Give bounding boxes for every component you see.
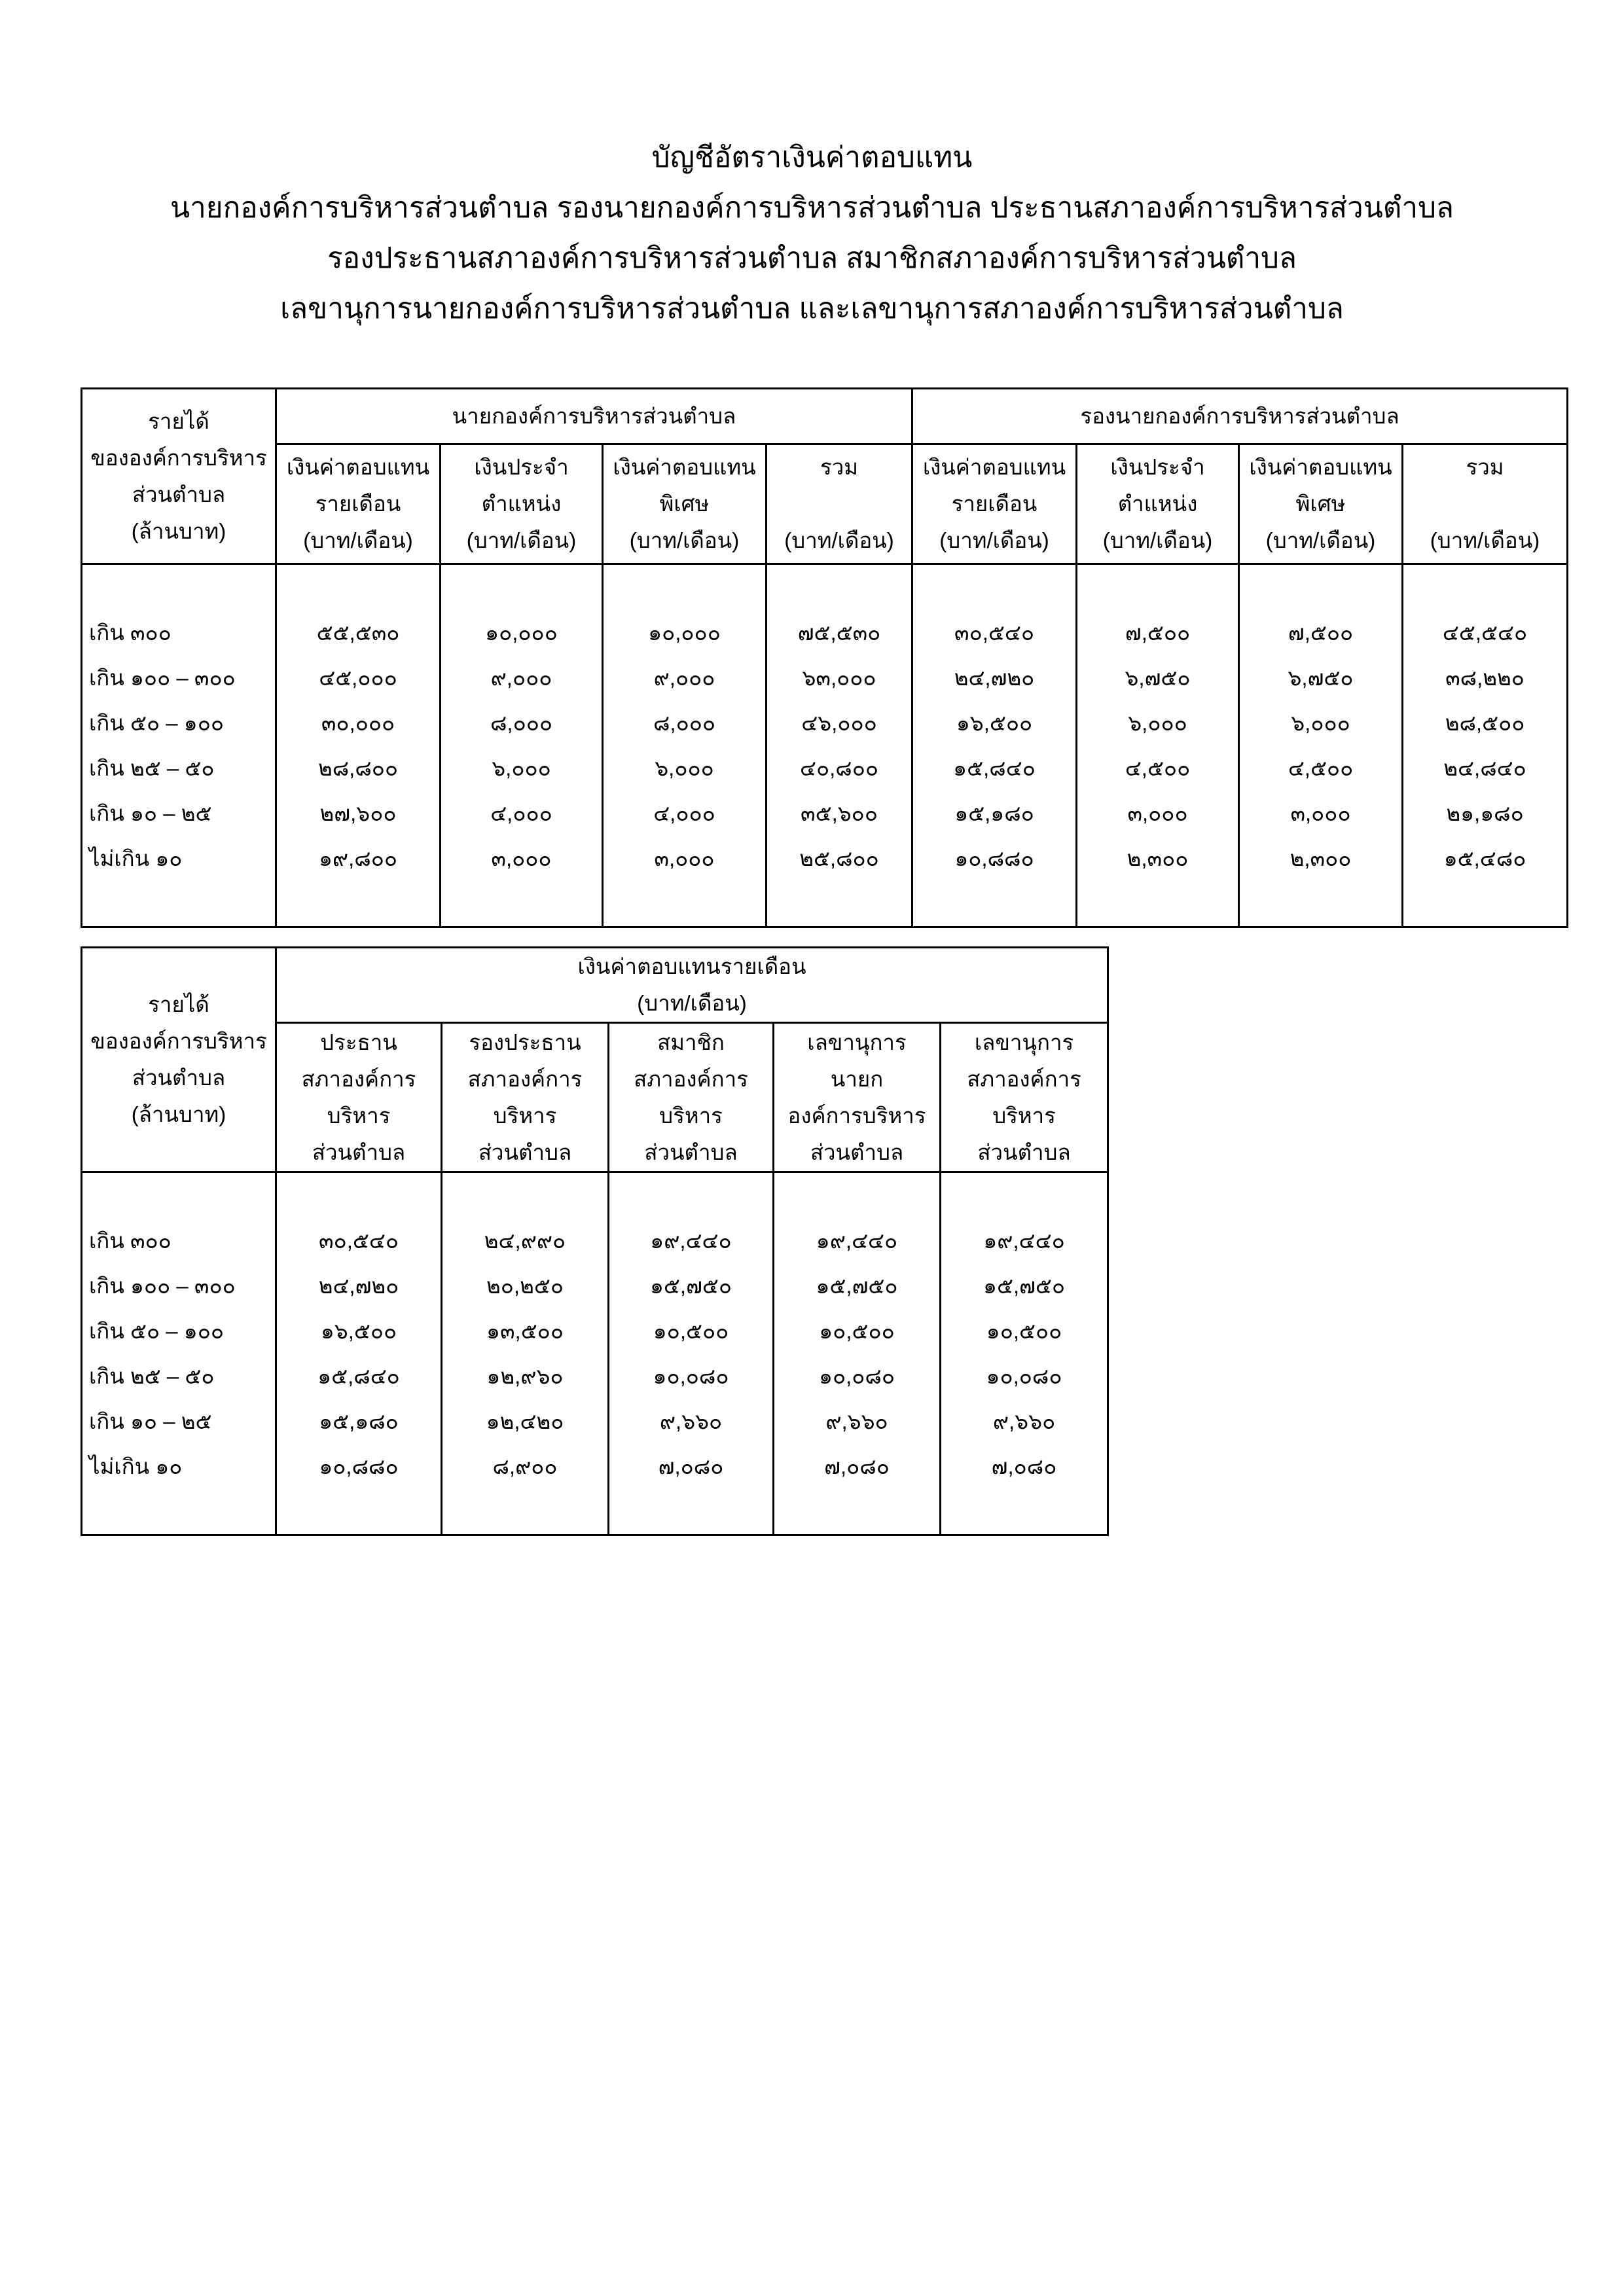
header-line: ส่วนตำบล (132, 1066, 226, 1090)
amount-cell: ๒๐,๒๕๐ (442, 1263, 609, 1308)
header-line: ขององค์การบริหาร (90, 445, 267, 470)
header-line: เลขานุการ (974, 1030, 1074, 1054)
compensation-table-council (81, 946, 1109, 1536)
amount-cell: ๖,๗๕๐ (1077, 655, 1239, 700)
table-row (82, 1218, 1108, 1263)
column-header (941, 1023, 1108, 1172)
header-line: ส่วนตำบล (478, 1139, 572, 1164)
header-line: พิเศษ (659, 492, 710, 516)
header-line: พิเศษ (1295, 492, 1346, 516)
group-header-monthly (276, 948, 1108, 1023)
amount-cell: ๒,๓๐๐ (1077, 836, 1239, 881)
header-line: สมาชิก (657, 1030, 725, 1054)
amount-cell: ๖,๐๐๐ (441, 745, 603, 791)
header-line: (บาท/เดือน) (466, 528, 577, 552)
header-line: ส่วนตำบล (977, 1139, 1071, 1164)
amount-cell: ๖,๐๐๐ (1077, 700, 1239, 745)
table-row (82, 1444, 1108, 1489)
header-line: สภาองค์การ (967, 1066, 1081, 1091)
amount-cell: ๑๐,๕๐๐ (609, 1308, 774, 1354)
header-line: ส่วนตำบล (312, 1139, 406, 1164)
header-line: รายได้ (148, 408, 209, 433)
amount-cell: ๘,๙๐๐ (442, 1444, 609, 1489)
amount-cell: ๑๒,๔๒๐ (442, 1399, 609, 1444)
column-header (1403, 444, 1568, 564)
amount-cell: ๗,๕๐๐ (1077, 610, 1239, 655)
header-line: บริหาร (992, 1103, 1056, 1128)
amount-cell: ๒๘,๘๐๐ (276, 745, 441, 791)
table-row (82, 836, 1568, 881)
amount-cell: ๒๘,๕๐๐ (1403, 700, 1568, 745)
amount-cell: ๑๐,๐๘๐ (941, 1354, 1108, 1399)
header-line: (บาท/เดือน) (1265, 528, 1376, 552)
table-row (82, 1263, 1108, 1308)
column-header (609, 1023, 774, 1172)
amount-cell: ๗,๕๐๐ (1239, 610, 1403, 655)
amount-cell: ๑๕,๗๕๐ (941, 1263, 1108, 1308)
table-row (82, 1354, 1108, 1399)
header-line: บริหาร (659, 1103, 723, 1128)
amount-cell: ๙,๐๐๐ (603, 655, 767, 700)
column-header (774, 1023, 941, 1172)
amount-cell: ๒๔,๗๒๐ (912, 655, 1077, 700)
header-line: (บาท/เดือน) (1102, 528, 1213, 552)
header-line: เงินค่าตอบแทน (922, 455, 1066, 479)
amount-cell: ๑๐,๘๘๐ (276, 1444, 442, 1489)
header-line: ส่วนตำบล (644, 1139, 738, 1164)
income-range-cell: ไม่เกิน ๑๐ (82, 836, 276, 881)
table-row (82, 610, 1568, 655)
amount-cell: ๖,๐๐๐ (603, 745, 767, 791)
header-line: ประธาน (320, 1030, 397, 1054)
column-header (603, 444, 767, 564)
amount-cell: ๑๐,๐๘๐ (609, 1354, 774, 1399)
column-header (441, 444, 603, 564)
income-header (82, 948, 276, 1172)
amount-cell: ๑๓,๕๐๐ (442, 1308, 609, 1354)
column-header (276, 444, 441, 564)
amount-cell: ๙,๖๖๐ (941, 1399, 1108, 1444)
header-line: (บาท/เดือน) (629, 528, 740, 552)
amount-cell: ๑๐,๕๐๐ (941, 1308, 1108, 1354)
amount-cell: ๔,๐๐๐ (441, 791, 603, 836)
amount-cell: ๔๐,๘๐๐ (767, 745, 912, 791)
amount-cell: ๗,๐๘๐ (609, 1444, 774, 1489)
amount-cell: ๓,๐๐๐ (603, 836, 767, 881)
header-line: (บาท/เดือน) (784, 528, 894, 552)
column-header (1077, 444, 1239, 564)
header-line: เลขานุการ (807, 1030, 907, 1054)
income-range-cell: เกิน ๓๐๐ (82, 610, 276, 655)
amount-cell: ๓๐,๕๔๐ (276, 1218, 442, 1263)
income-range-cell: เกิน ๑๐๐ – ๓๐๐ (82, 1263, 276, 1308)
amount-cell: ๑๖,๕๐๐ (912, 700, 1077, 745)
income-range-cell: เกิน ๑๐ – ๒๕ (82, 1399, 276, 1444)
amount-cell: ๒๔,๙๙๐ (442, 1218, 609, 1263)
header-line: รายเดือน (951, 492, 1038, 516)
header-line: เงินค่าตอบแทน (1249, 455, 1392, 479)
title-line: นายกองค์การบริหารส่วนตำบล รองนายกองค์การบริหารส่วนตำบล ประธานสภาองค์การบริหารส่วนตำบล (170, 192, 1454, 224)
amount-cell: ๑๕,๘๔๐ (912, 745, 1077, 791)
column-header (276, 1023, 442, 1172)
header-line: (ล้านบาท) (131, 518, 226, 543)
header-line: ขององค์การบริหาร (90, 1029, 267, 1053)
amount-cell: ๗,๐๘๐ (774, 1444, 941, 1489)
amount-cell: ๒,๓๐๐ (1239, 836, 1403, 881)
income-range-cell: เกิน ๑๐ – ๒๕ (82, 791, 276, 836)
amount-cell: ๒๕,๘๐๐ (767, 836, 912, 881)
header-line: สภาองค์การ (634, 1066, 748, 1091)
title-line: บัญชีอัตราเงินค่าตอบแทน (651, 141, 973, 173)
header-line: รวม (820, 455, 859, 479)
amount-cell: ๙,๖๖๐ (609, 1399, 774, 1444)
column-header (912, 444, 1077, 564)
amount-cell: ๑๐,๘๘๐ (912, 836, 1077, 881)
header-line: (บาท/เดือน) (1430, 528, 1540, 552)
amount-cell: ๖๓,๐๐๐ (767, 655, 912, 700)
header-line: นายก (830, 1066, 884, 1091)
amount-cell: ๘,๐๐๐ (603, 700, 767, 745)
table-row (82, 1308, 1108, 1354)
table-row (82, 791, 1568, 836)
header-line: รายได้ (148, 992, 209, 1016)
amount-cell: ๓๐,๕๔๐ (912, 610, 1077, 655)
amount-cell: ๑๕,๗๕๐ (609, 1263, 774, 1308)
header-line (1403, 486, 1566, 522)
table-row (82, 655, 1568, 700)
amount-cell: ๒๔,๗๒๐ (276, 1263, 442, 1308)
header-line: (ล้านบาท) (131, 1102, 226, 1126)
income-range-cell: เกิน ๒๕ – ๕๐ (82, 745, 276, 791)
header-line: ตำแหน่ง (481, 492, 562, 516)
amount-cell: ๒๗,๖๐๐ (276, 791, 441, 836)
header-line: รองประธาน (469, 1030, 581, 1054)
amount-cell: ๑๒,๙๖๐ (442, 1354, 609, 1399)
header-line: (บาท/เดือน) (637, 991, 747, 1015)
amount-cell: ๑๖,๕๐๐ (276, 1308, 442, 1354)
header-line: เงินค่าตอบแทน (286, 455, 430, 479)
amount-cell: ๑๐,๐๐๐ (441, 610, 603, 655)
header-line: รวม (1466, 455, 1504, 479)
group-header-mayor: นายกองค์การบริหารส่วนตำบล (276, 389, 912, 444)
header-line: เงินประจำ (474, 455, 569, 479)
table-row (82, 745, 1568, 791)
amount-cell: ๒๔,๘๔๐ (1403, 745, 1568, 791)
amount-cell: ๕๕,๕๓๐ (276, 610, 441, 655)
amount-cell: ๑๕,๘๔๐ (276, 1354, 442, 1399)
amount-cell: ๔๕,๐๐๐ (276, 655, 441, 700)
income-range-cell: เกิน ๑๐๐ – ๓๐๐ (82, 655, 276, 700)
income-range-cell: ไม่เกิน ๑๐ (82, 1444, 276, 1489)
document-title (0, 132, 1624, 334)
amount-cell: ๑๕,๔๘๐ (1403, 836, 1568, 881)
amount-cell: ๑๕,๗๕๐ (774, 1263, 941, 1308)
header-line: รายเดือน (315, 492, 401, 516)
amount-cell: ๑๙,๔๔๐ (609, 1218, 774, 1263)
amount-cell: ๑๙,๔๔๐ (941, 1218, 1108, 1263)
header-line: เงินค่าตอบแทน (613, 455, 756, 479)
amount-cell: ๓,๐๐๐ (441, 836, 603, 881)
income-range-cell: เกิน ๓๐๐ (82, 1218, 276, 1263)
amount-cell: ๓๐,๐๐๐ (276, 700, 441, 745)
income-range-cell: เกิน ๒๕ – ๕๐ (82, 1354, 276, 1399)
amount-cell: ๑๙,๔๔๐ (774, 1218, 941, 1263)
amount-cell: ๓๕,๖๐๐ (767, 791, 912, 836)
amount-cell: ๑๐,๕๐๐ (774, 1308, 941, 1354)
amount-cell: ๔,๕๐๐ (1239, 745, 1403, 791)
amount-cell: ๖,๐๐๐ (1239, 700, 1403, 745)
amount-cell: ๔๖,๐๐๐ (767, 700, 912, 745)
amount-cell: ๘,๐๐๐ (441, 700, 603, 745)
title-line: รองประธานสภาองค์การบริหารส่วนตำบล สมาชิกสภาองค์การบริหารส่วนตำบล (327, 242, 1297, 274)
title-line: เลขานุการนายกองค์การบริหารส่วนตำบล และเลขานุการสภาองค์การบริหารส่วนตำบล (280, 293, 1344, 325)
income-range-cell: เกิน ๕๐ – ๑๐๐ (82, 1308, 276, 1354)
header-line: บริหาร (493, 1103, 557, 1128)
header-line: ส่วนตำบล (132, 482, 226, 507)
header-line: เงินค่าตอบแทนรายเดือน (577, 954, 806, 978)
header-line: สภาองค์การ (301, 1066, 416, 1091)
header-line: ตำแหน่ง (1117, 492, 1198, 516)
header-line: ส่วนตำบล (810, 1139, 904, 1164)
group-header-deputy-mayor: รองนายกองค์การบริหารส่วนตำบล (912, 389, 1568, 444)
amount-cell: ๙,๐๐๐ (441, 655, 603, 700)
amount-cell: ๑๐,๐๐๐ (603, 610, 767, 655)
amount-cell: ๑๐,๐๘๐ (774, 1354, 941, 1399)
amount-cell: ๒๑,๑๘๐ (1403, 791, 1568, 836)
income-range-cell: เกิน ๕๐ – ๑๐๐ (82, 700, 276, 745)
amount-cell: ๓๘,๒๒๐ (1403, 655, 1568, 700)
compensation-table-executives (81, 387, 1568, 928)
amount-cell: ๓,๐๐๐ (1077, 791, 1239, 836)
amount-cell: ๓,๐๐๐ (1239, 791, 1403, 836)
header-line: บริหาร (327, 1103, 391, 1128)
amount-cell: ๔๕,๕๔๐ (1403, 610, 1568, 655)
header-line: (บาท/เดือน) (939, 528, 1049, 552)
column-header (1239, 444, 1403, 564)
amount-cell: ๖,๗๕๐ (1239, 655, 1403, 700)
header-line: (บาท/เดือน) (303, 528, 413, 552)
amount-cell: ๙,๖๖๐ (774, 1399, 941, 1444)
header-line: สภาองค์การ (467, 1066, 583, 1091)
income-header (82, 389, 276, 564)
header-line: องค์การบริหาร (787, 1103, 926, 1128)
amount-cell: ๔,๐๐๐ (603, 791, 767, 836)
header-line: เงินประจำ (1110, 455, 1205, 479)
column-header (767, 444, 912, 564)
column-header (442, 1023, 609, 1172)
amount-cell: ๑๙,๘๐๐ (276, 836, 441, 881)
header-line (767, 486, 911, 522)
amount-cell: ๔,๕๐๐ (1077, 745, 1239, 791)
amount-cell: ๗,๐๘๐ (941, 1444, 1108, 1489)
amount-cell: ๑๕,๑๘๐ (912, 791, 1077, 836)
table-row (82, 1399, 1108, 1444)
amount-cell: ๑๕,๑๘๐ (276, 1399, 442, 1444)
table-row (82, 700, 1568, 745)
amount-cell: ๗๕,๕๓๐ (767, 610, 912, 655)
